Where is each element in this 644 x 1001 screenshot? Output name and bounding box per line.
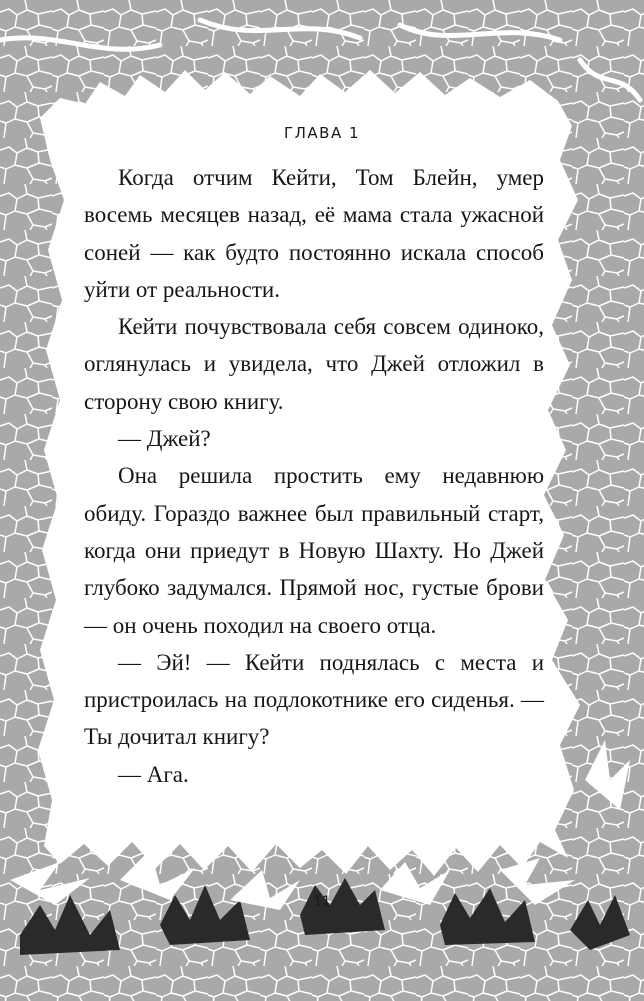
paragraph: Когда отчим Кейти, Том Блейн, умер восемь месяцев назад, её мама стала ужасной соней — как будто постоянно искала способ уйти от реальности. [84,165,544,302]
paragraph: Она решила простить ему недавнюю обиду. Гораздо важнее был правильный старт, когда они приедут в Новую Шахту. Но Джей глубоко задумался. Прямой нос, густые брови — он очень походил на своего отца. [84,463,544,638]
page-number: 11 [313,894,331,910]
paragraph: — Ага. [118,761,189,787]
paragraph: Кейти почувствовала себя совсем одиноко, оглянулась и увидела, что Джей отложил в сторону свою книгу. [84,314,544,414]
paragraph: — Джей? [118,426,211,452]
paragraph: — Эй! — Кейти поднялась с места и пристроилась на подлокотнике его сиденья. — Ты дочитал книгу? [84,649,544,750]
body-text [84,159,544,793]
chapter-heading: ГЛАВА 1 [283,124,361,142]
